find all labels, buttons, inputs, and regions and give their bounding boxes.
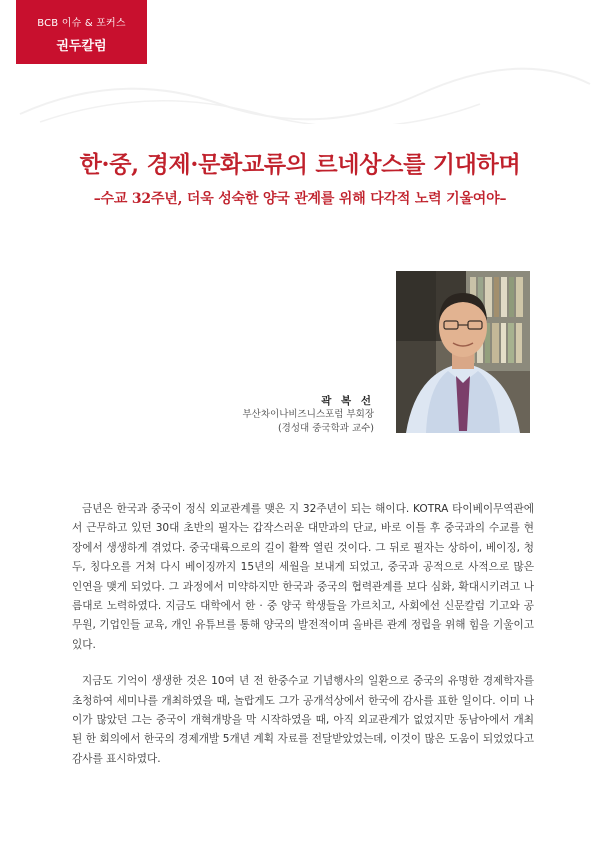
- body-paragraph: 금년은 한국과 중국이 정식 외교관계를 맺은 지 32주년이 되는 해이다. KOTRA 타이베이무역관에서 근무하고 있던 30대 초반의 필자는 갑작스러운 대만과의 단교, 바로 이틀 후 중국과의 수교를 현장에서 생생하게 겪었다. 중국대륙으로의 길이 활짝 열린 것이다. 그 뒤로 필자는 상하이, 베이징, 청두, 칭다오를 거쳐 다시 베이징까지 15년의 세월을 보내게 되었고, 중국과 공적으로 사적으로 많은 인연을 맺게 되었다. 그 과정에서 미약하지만 한국과 중국의 협력관계를 보다 심화, 확대시키려고 나름대로 노력하였다. 지금도 대학에서 한 · 중 양국 학생들을 가르치고, 사회에선 신문칼럼 기고와 공무원, 기업인들 교육, 개인 유튜브를 통해 양국의 발전적이며 올바른 관계 정립을 위해 힘을 기울이고 있다.: [72, 503, 534, 651]
- author-affiliation: (경성대 중국학과 교수): [277, 423, 374, 434]
- article-subtitle: –수교 32주년, 더욱 성숙한 양국 관계를 위해 다각적 노력 기울여야–: [93, 191, 507, 207]
- section-name: 권두칼럼: [56, 39, 107, 54]
- article-body: [72, 500, 534, 769]
- decorative-background-art: [0, 64, 600, 124]
- section-category: BCB 이슈 & 포커스: [37, 18, 126, 29]
- section-tab: [16, 0, 147, 64]
- author-title: 부산차이나비즈니스포럼 부회장: [242, 409, 374, 420]
- author-portrait-illustration: [396, 271, 530, 433]
- author-name: 곽 복 선: [321, 395, 374, 407]
- article-title: 한·중, 경제·문화교류의 르네상스를 기대하며: [79, 151, 521, 178]
- body-paragraph: 지금도 기억이 생생한 것은 10여 년 전 한중수교 기념행사의 일환으로 중국의 유명한 경제학자를 초청하여 세미나를 개최하였을 때, 놀랍게도 그가 공개석상에서 한국에 감사를 표한 일이다. 이미 나이가 많았던 그는 중국이 개혁개방을 막 시작하였을 때, 아직 외교관계가 없었지만 동남아에서 개최된 한 회의에서 한국의 경제개발 5개년 계획 자료를 전달받았었는데, 이것이 많은 도움이 되었었다고 감사를 표시하였다.: [72, 675, 534, 765]
- author-photo: [396, 271, 530, 433]
- author-caption: [243, 394, 375, 436]
